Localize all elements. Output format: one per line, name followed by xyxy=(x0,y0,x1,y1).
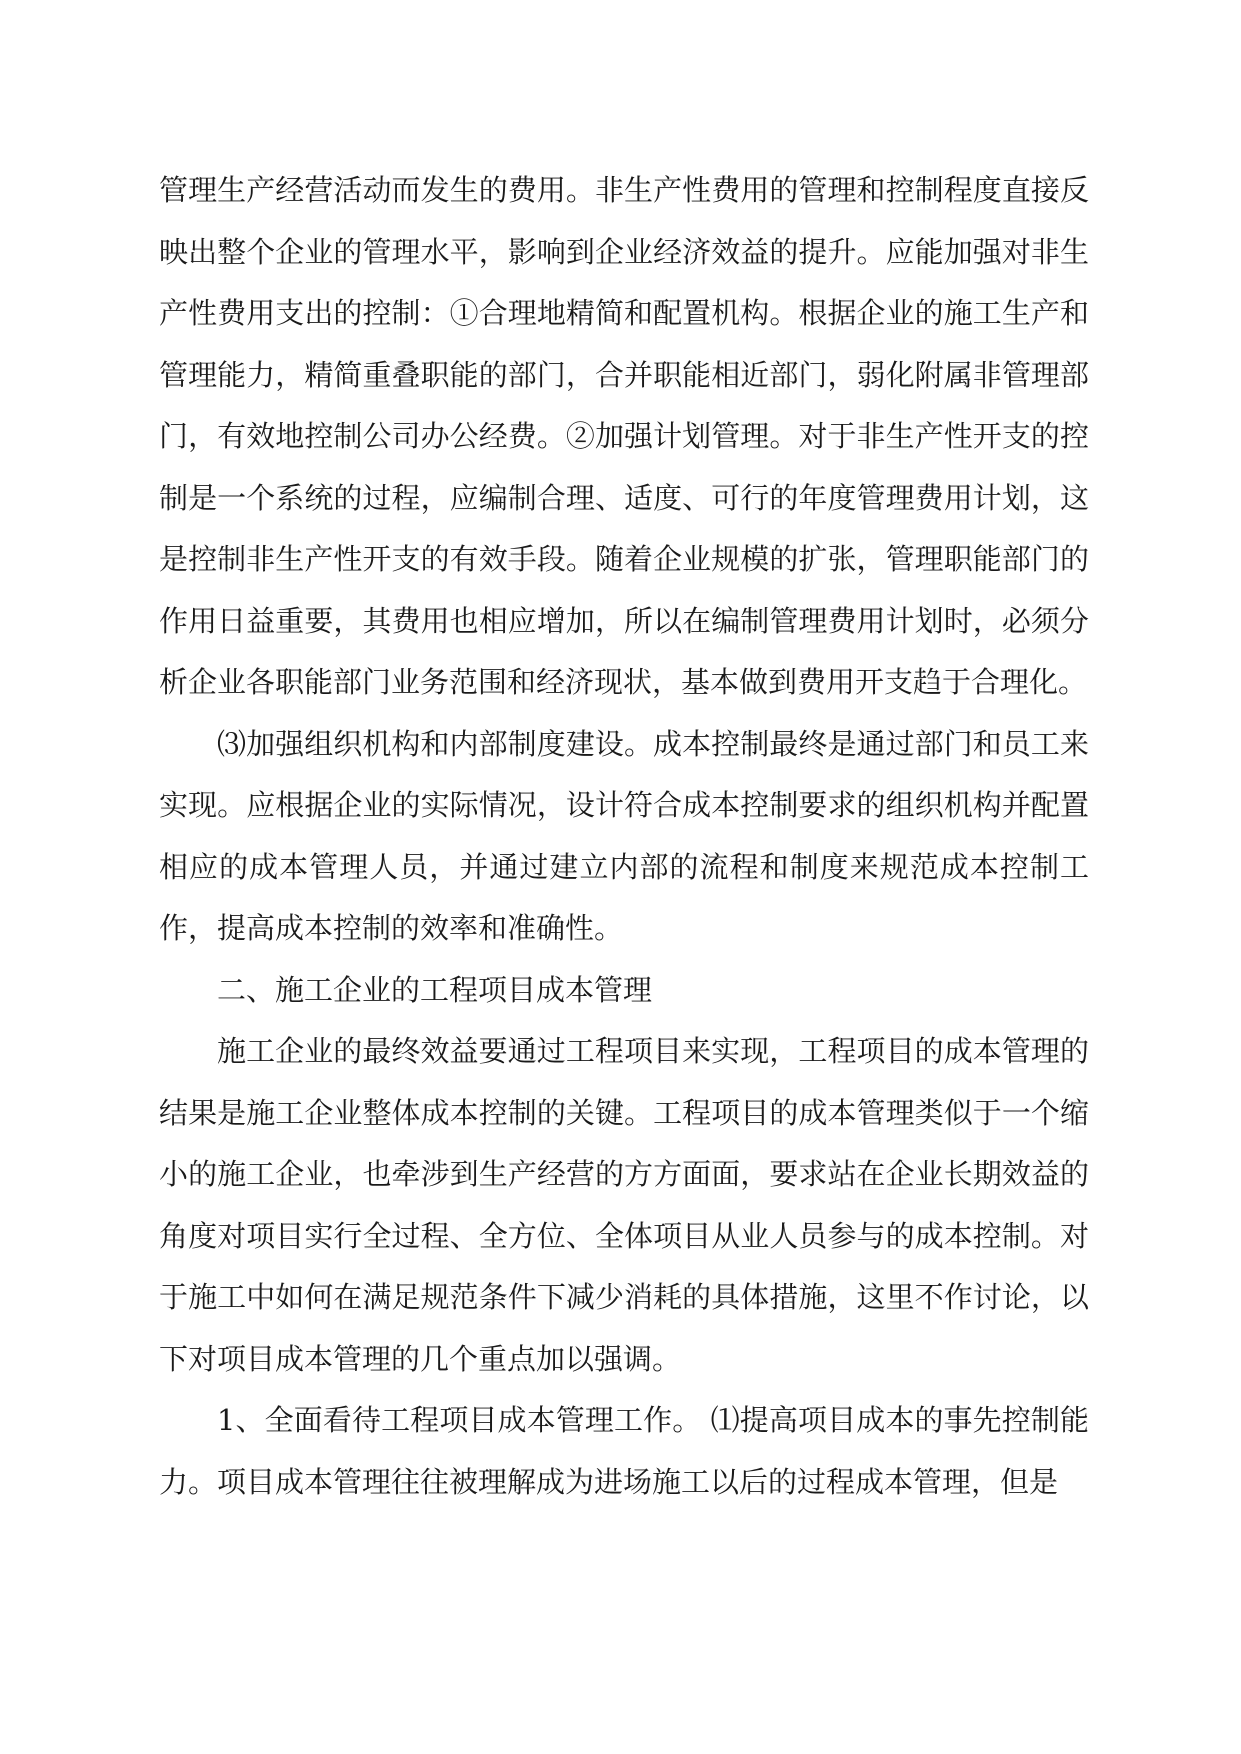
paragraph-comprehensive-cost-management: 1、全面看待工程项目成本管理工作。 ⑴提高项目成本的事先控制能力。项目成本管理往往被理解成为进场施工以后的过程成本管理，但是 xyxy=(159,1403,1089,1499)
paragraph-project-cost-overview: 施工企业的最终效益要通过工程项目来实现，工程项目的成本管理的结果是施工企业整体成本控制的关键。工程项目的成本管理类似于一个缩小的施工企业，也牵涉到生产经营的方方面面，要求站在企业长期效益的角度对项目实行全过程、全方位、全体项目从业人员参与的成本控制。对于施工中如何在满足规范条件下减少消耗的具体措施，这里不作讨论，以下对项目成本管理的几个重点加以强调。 xyxy=(159,1034,1089,1376)
paragraph-nonproduction-cost-control: 管理生产经营活动而发生的费用。非生产性费用的管理和控制程度直接反映出整个企业的管理水平，影响到企业经济效益的提升。应能加强对非生产性费用支出的控制：①合理地精简和配置机构。根据企业的施工生产和管理能力，精简重叠职能的部门，合并职能相近部门，弱化附属非管理部门，有效地控制公司办公经费。②加强计划管理。对于非生产性开支的控制是一个系统的过程，应编制合理、适度、可行的年度管理费用计划，这是控制非生产性开支的有效手段。随着企业规模的扩张，管理职能部门的作用日益重要，其费用也相应增加，所以在编制管理费用计划时，必须分析企业各职能部门业务范围和经济现状，基本做到费用开支趋于合理化。 xyxy=(159,173,1089,699)
paragraph-organization-system-building: ⑶加强组织机构和内部制度建设。成本控制最终是通过部门和员工来实现。应根据企业的实际情况，设计符合成本控制要求的组织机构并配置相应的成本管理人员，并通过建立内部的流程和制度来规范成本控制工作，提高成本控制的效率和准确性。 xyxy=(159,726,1089,945)
document-body xyxy=(159,160,1089,1513)
section-heading-project-cost-management: 二、施工企业的工程项目成本管理 xyxy=(217,972,653,1007)
